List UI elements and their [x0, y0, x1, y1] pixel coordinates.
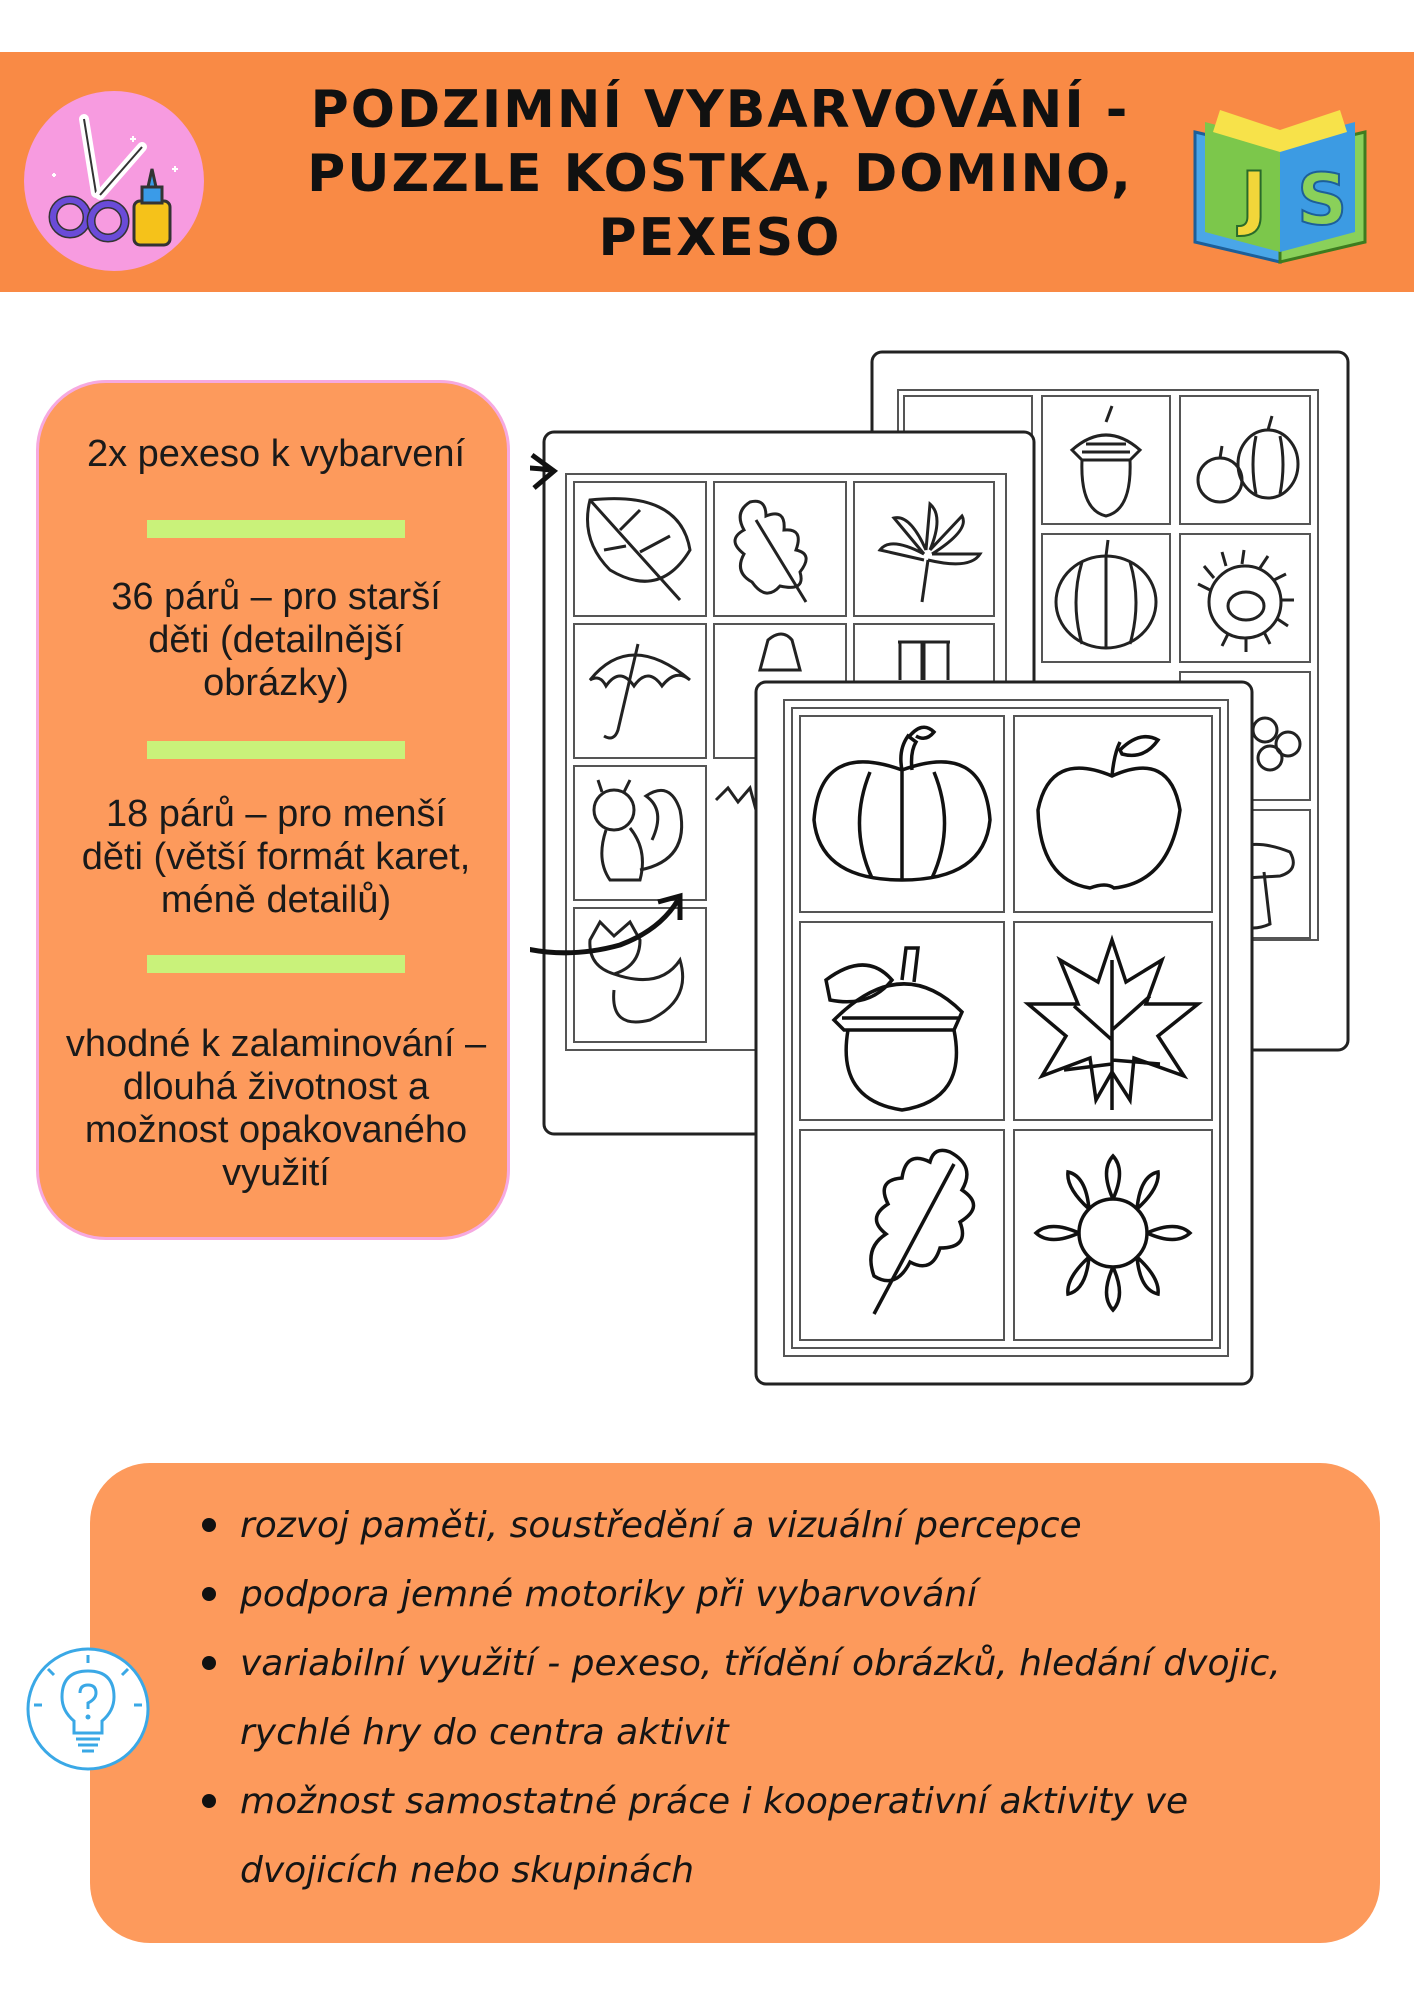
book-js-logo — [1185, 92, 1375, 272]
bullet-icon — [202, 1656, 216, 1670]
benefit-item — [200, 1560, 1350, 1629]
bullet-icon — [202, 1587, 216, 1601]
page-title-line-1: PODZIMNÍ VYBARVOVÁNÍ - — [310, 80, 1130, 140]
page-title-line-3: PEXESO — [598, 208, 842, 268]
benefit-item — [200, 1491, 1350, 1560]
feature-divider — [147, 741, 405, 759]
benefits-panel — [90, 1463, 1380, 1943]
benefit-text: rozvoj paměti, soustředění a vizuální percepce — [240, 1505, 1082, 1546]
feature-lamination: vhodné k zalaminování – dlouhá životnost a možnost opakovaného využití — [65, 1023, 487, 1194]
feature-18-pairs: 18 párů – pro menší děti (větší formát karet, méně detailů) — [81, 793, 471, 921]
feature-divider — [147, 955, 405, 973]
bullet-icon — [202, 1794, 216, 1808]
front-worksheet — [756, 682, 1252, 1384]
worksheet-preview — [530, 340, 1360, 1400]
feature-pexeso-count: 2x pexeso k vybarvení — [86, 433, 466, 475]
book-letter-j: J — [1241, 157, 1268, 239]
book-letter-s: S — [1297, 159, 1348, 241]
feature-divider — [147, 520, 405, 538]
benefit-item — [200, 1629, 1350, 1767]
benefit-text: možnost samostatné práce i kooperativní aktivity ve dvojicích nebo skupinách — [240, 1781, 1189, 1891]
benefit-item — [200, 1767, 1350, 1905]
benefit-text: variabilní využití - pexeso, třídění obrázků, hledání dvojic, rychlé hry do centra aktivit — [240, 1643, 1281, 1753]
features-panel — [36, 380, 510, 1240]
feature-36-pairs: 36 párů – pro starší děti (detailnější obrázky) — [111, 576, 441, 704]
benefits-list — [200, 1491, 1350, 1905]
page-title-line-2: PUZZLE KOSTKA, DOMINO, — [307, 144, 1133, 204]
page-title — [250, 78, 1190, 270]
benefit-text: podpora jemné motoriky při vybarvování — [240, 1574, 978, 1615]
bullet-icon — [202, 1518, 216, 1532]
scissors-glue-icon — [22, 89, 206, 273]
lightbulb-question-icon — [24, 1645, 152, 1773]
